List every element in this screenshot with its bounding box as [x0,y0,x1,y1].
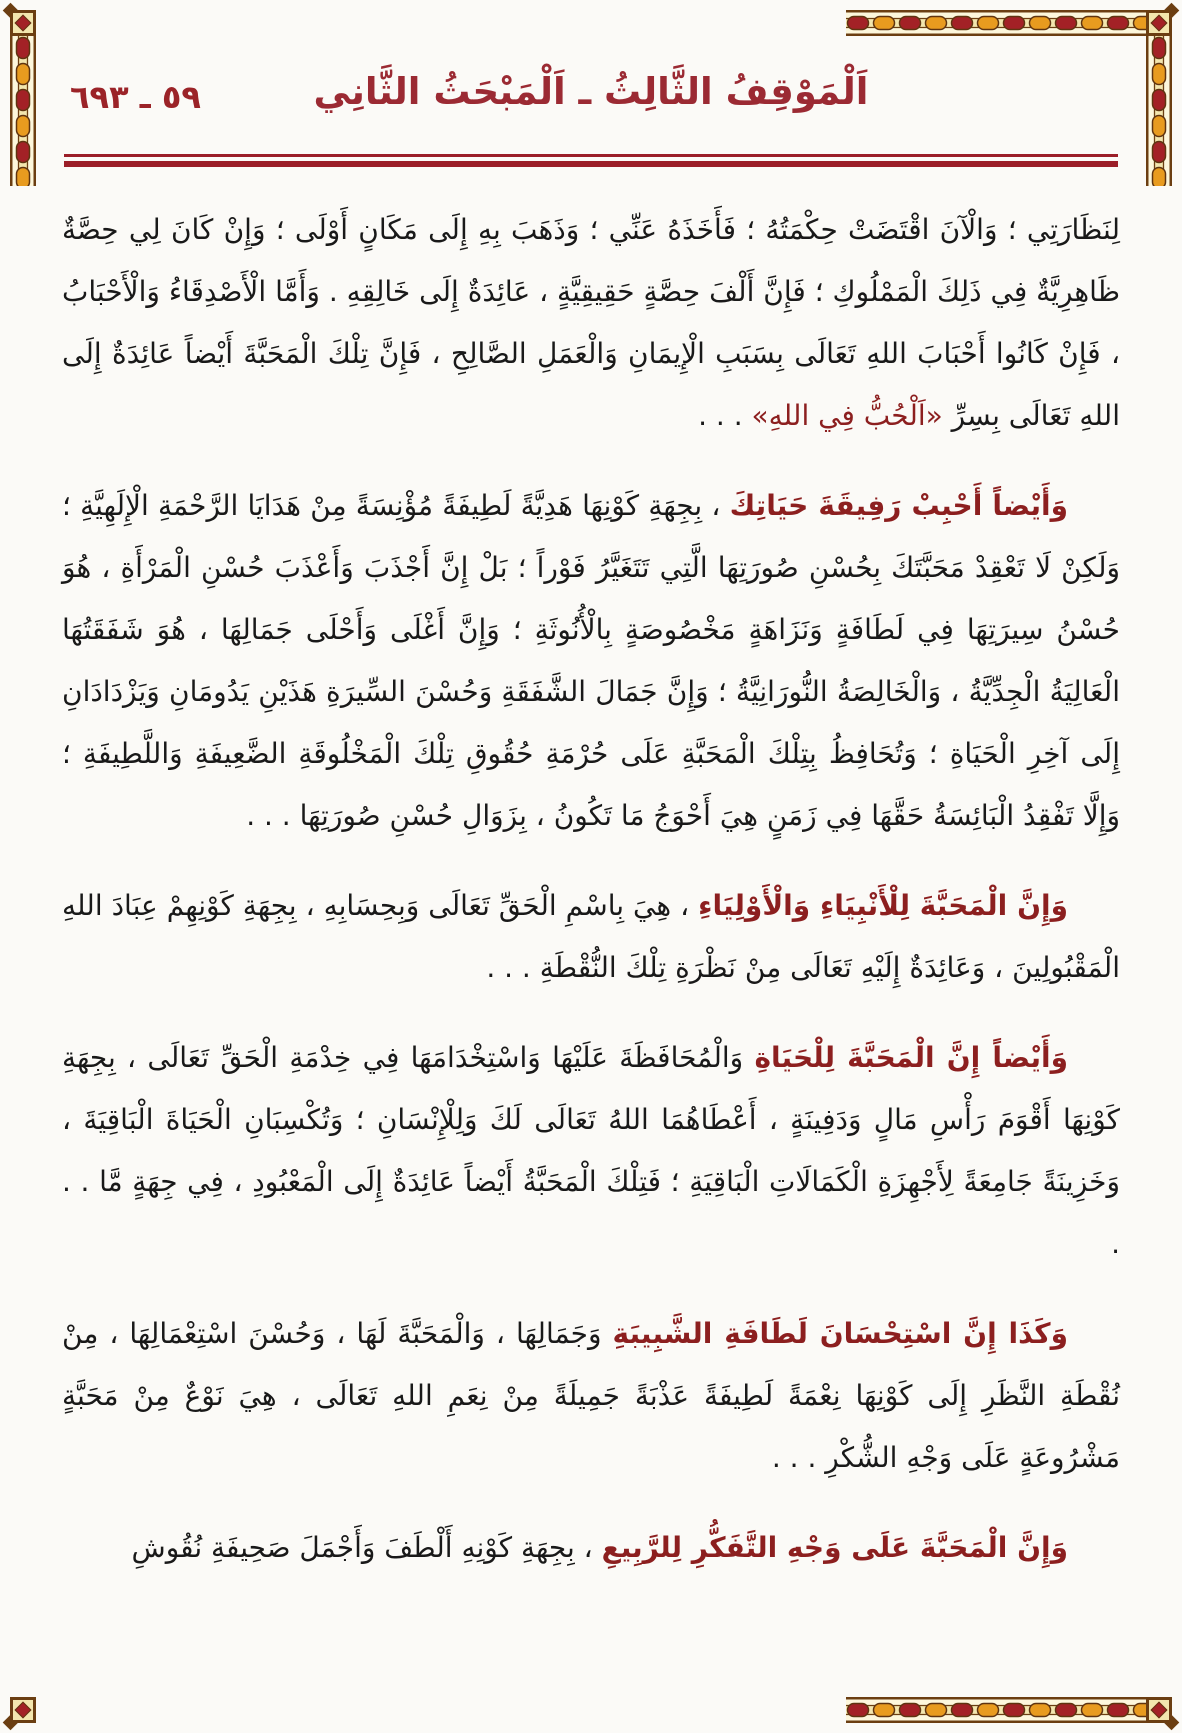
paragraph-text: ، هِيَ بِاسْمِ الْحَقِّ تَعَالَى وَبِحِسَابِهِ ، بِجِهَةِ كَوْنِهِمْ عِبَادَ اللهِ الْمَقْبُولِينَ ، وَعَائِدَةٌ إِلَيْهِ تَعَالَى مِنْ نَظْرَةِ تِلْكَ النُّقْطَةِ . . . [62,889,1120,984]
header-divider [64,154,1118,167]
border-bottom [846,1697,1146,1723]
paragraph-lead-phrase: وَكَذَا إِنَّ اسْتِحْسَانَ لَطَافَةِ الشَّبِيبَةِ [612,1317,1068,1350]
border-right [1146,36,1172,186]
border-corner-ornament [1146,10,1172,36]
page-header [62,52,1120,152]
border-corner-ornament [10,10,36,36]
paragraph [62,475,1120,847]
page-numbers: ٥٩ ـ ٦٩٣ [70,78,201,116]
highlighted-phrase: «اَلْحُبُّ فِي اللهِ» [751,399,943,432]
paragraph-text: . . . [698,399,752,432]
paragraph [62,1027,1120,1275]
page-title: اَلْمَوْقِفُ الثَّالِثُ ـ اَلْمَبْحَثُ الثَّانِي [313,70,869,113]
paragraph-text: وَجَمَالِهَا ، وَالْمَحَبَّةَ لَهَا ، وَحُسْنَ اسْتِعْمَالِهَا ، مِنْ نُقْطَةِ النَّظَرِ إِلَى كَوْنِهَا نِعْمَةً لَطِيفَةً عَذْبَةً جَمِيلَةً مِنْ نِعَمِ اللهِ تَعَالَى ، هِيَ نَوْعٌ مِنْ مَحَبَّةٍ مَشْرُوعَةٍ عَلَى وَجْهِ الشُّكْرِ . . . [62,1317,1120,1474]
paragraph [62,1303,1120,1489]
page-content [36,36,1146,1697]
paragraph [62,875,1120,999]
paragraph [62,199,1120,447]
border-left [10,36,36,186]
border-top [846,10,1146,36]
paragraph-text: وَالْمُحَافَظَةَ عَلَيْهَا وَاسْتِخْدَامَهَا فِي خِدْمَةِ الْحَقِّ تَعَالَى ، بِجِهَةِ كَوْنِهَا أَقْوَمَ رَأْسِ مَالٍ وَدَفِينَةٍ ، أَعْطَاهُمَا اللهُ تَعَالَى لَكَ وَلِلْإِنْسَانِ ؛ وَتُكْسِبَانِ الْحَيَاةَ الْبَاقِيَةَ ، وَخَزِينَةً جَامِعَةً لِأَجْهِزَةِ الْكَمَالَاتِ الْبَاقِيَةِ ؛ فَتِلْكَ الْمَحَبَّةُ أَيْضاً عَائِدَةٌ إِلَى الْمَعْبُودِ ، فِي جِهَةٍ مَّا . . . [62,1041,1120,1260]
paragraph-text: ، بِجِهَةِ كَوْنِهِ أَلْطَفَ وَأَجْمَلَ صَحِيفَةِ نُقُوشِ [131,1531,602,1564]
paragraph-lead-phrase: وَأَيْضاً إِنَّ الْمَحَبَّةَ لِلْحَيَاةِ [754,1041,1068,1074]
paragraph-text: لِنَظَارَتِي ؛ وَالْآنَ اقْتَضَتْ حِكْمَتُهُ ؛ فَأَخَذَهُ عَنِّي ؛ وَذَهَبَ بِهِ إِلَى مَكَانٍ أَوْلَى ؛ وَإِنْ كَانَ لِي حِصَّةٌ ظَاهِرِيَّةٌ فِي ذَلِكَ الْمَمْلُوكِ ؛ فَإِنَّ أَلْفَ حِصَّةٍ حَقِيقِيَّةٍ ، عَائِدَةٌ إِلَى خَالِقِهِ . وَأَمَّا الْأَصْدِقَاءُ وَالْأَحْبَابُ ، فَإِنْ كَانُوا أَحْبَابَ اللهِ تَعَالَى بِسَبَبِ الْإِيمَانِ وَالْعَمَلِ الصَّالِحِ ، فَإِنَّ تِلْكَ الْمَحَبَّةَ أَيْضاً عَائِدَةٌ إِلَى اللهِ تَعَالَى بِسِرِّ [62,213,1120,432]
paragraph [62,1517,1120,1579]
body-text [62,199,1120,1579]
paragraph-lead-phrase: وَأَيْضاً أَحْبِبْ رَفِيقَةَ حَيَاتِكَ [729,489,1069,522]
border-corner-ornament [1146,1697,1172,1723]
paragraph-lead-phrase: وَإِنَّ الْمَحَبَّةَ عَلَى وَجْهِ التَّفَكُّرِ لِلرَّبِيعِ [601,1531,1068,1564]
paragraph-lead-phrase: وَإِنَّ الْمَحَبَّةَ لِلْأَنْبِيَاءِ وَالْأَوْلِيَاءِ [698,889,1068,922]
paragraph-text: ، بِجِهَةِ كَوْنِهَا هَدِيَّةً لَطِيفَةً مُؤْنِسَةً مِنْ هَدَايَا الرَّحْمَةِ الْإِلَهِيَّةِ ؛ وَلَكِنْ لَا تَعْقِدْ مَحَبَّتَكَ بِحُسْنِ صُورَتِهَا الَّتِي تَتَغَيَّرُ فَوْراً ؛ بَلْ إِنَّ أَجْذَبَ وَأَعْذَبَ حُسْنِ الْمَرْأَةِ ، هُوَ حُسْنُ سِيرَتِهَا فِي لَطَافَةٍ وَنَزَاهَةٍ مَخْصُوصَةٍ بِالْأُنُوثَةِ ؛ وَإِنَّ أَغْلَى وَأَحْلَى جَمَالِهَا ، هُوَ شَفَقَتُهَا الْعَالِيَةُ الْجِدِّيَّةُ ، وَالْخَالِصَةُ النُّورَانِيَّةُ ؛ وَإِنَّ جَمَالَ الشَّفَقَةِ وَحُسْنَ السِّيرَةِ هَذَيْنِ يَدُومَانِ وَيَزْدَادَانِ إِلَى آخِرِ الْحَيَاةِ ؛ وَتُحَافِظُ بِتِلْكَ الْمَحَبَّةِ عَلَى حُرْمَةِ حُقُوقِ تِلْكَ الْمَخْلُوقَةِ الضَّعِيفَةِ وَاللَّطِيفَةِ ؛ وَإِلَّا تَفْقِدُ الْبَائِسَةُ حَقَّهَا فِي زَمَنٍ هِيَ أَحْوَجُ مَا تَكُونُ ، بِزَوَالِ حُسْنِ صُورَتِهَا . . . [62,489,1120,832]
border-corner-ornament [10,1697,36,1723]
